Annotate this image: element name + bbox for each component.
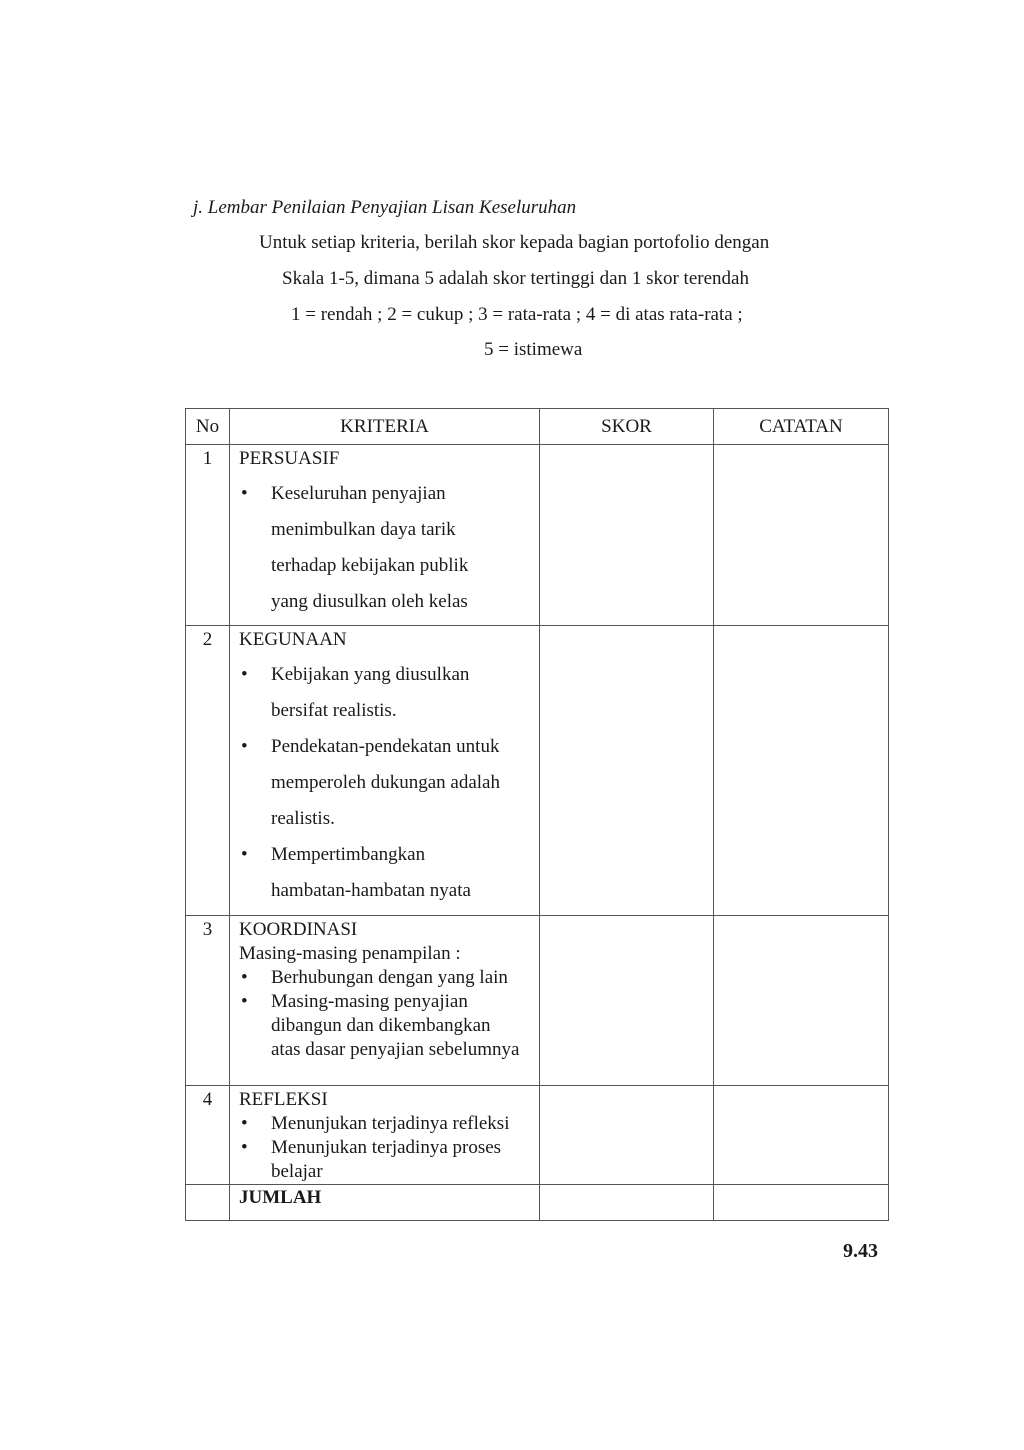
criteria-bullet bbox=[239, 476, 501, 620]
row-number-cell bbox=[186, 626, 230, 916]
bullet-text: Keseluruhan penyajian menimbulkan daya tarik terhadap kebijakan publik yang diusulkan oleh kelas bbox=[271, 483, 469, 612]
bullet-text: Pendekatan-pendekatan untuk memperoleh dukungan adalah realistis. bbox=[271, 736, 500, 829]
total-row bbox=[186, 1185, 889, 1221]
total-notes-cell[interactable] bbox=[714, 1185, 889, 1221]
bullet-icon: • bbox=[241, 1113, 248, 1134]
row-number: 3 bbox=[202, 919, 213, 940]
total-number-cell bbox=[186, 1185, 230, 1221]
bullet-icon: • bbox=[241, 483, 248, 504]
criteria-title: KOORDINASI bbox=[239, 919, 358, 940]
page-number: 9.43 bbox=[843, 1240, 878, 1262]
criteria-title: REFLEKSI bbox=[239, 1089, 328, 1110]
row-number-cell bbox=[186, 1086, 230, 1185]
criteria-cell bbox=[230, 445, 540, 626]
bullet-icon: • bbox=[241, 967, 248, 988]
total-label-cell bbox=[230, 1185, 540, 1221]
table-header-row bbox=[186, 409, 889, 445]
table-row bbox=[186, 445, 889, 626]
notes-cell[interactable] bbox=[714, 916, 889, 1086]
criteria-cell bbox=[230, 916, 540, 1086]
assessment-table bbox=[185, 408, 889, 1221]
intro-line-3: 1 = rendah ; 2 = cukup ; 3 = rata-rata ; 4 = di atas rata-rata ; bbox=[291, 304, 743, 325]
header-kriteria: KRITERIA bbox=[230, 409, 540, 445]
notes-cell[interactable] bbox=[714, 626, 889, 916]
criteria-cell bbox=[230, 1086, 540, 1185]
row-number: 2 bbox=[202, 629, 213, 650]
criteria-cell bbox=[230, 626, 540, 916]
intro-line-1: Untuk setiap kriteria, berilah skor kepada bagian portofolio dengan bbox=[259, 232, 770, 253]
score-cell[interactable] bbox=[540, 445, 714, 626]
bullet-icon: • bbox=[241, 736, 248, 757]
intro-line-4: 5 = istimewa bbox=[484, 339, 583, 360]
notes-cell[interactable] bbox=[714, 1086, 889, 1185]
total-label: JUMLAH bbox=[239, 1187, 322, 1208]
bullet-text: Mempertimbangkan hambatan-hambatan nyata bbox=[271, 844, 471, 901]
intro-line-2: Skala 1-5, dimana 5 adalah skor tertinggi dan 1 skor terendah bbox=[282, 268, 749, 289]
table-row bbox=[186, 626, 889, 916]
row-number: 1 bbox=[202, 448, 213, 469]
bullet-text: Masing-masing penyajian dibangun dan dikembangkan atas dasar penyajian sebelumnya bbox=[271, 991, 520, 1060]
bullet-text: Menunjukan terjadinya refleksi bbox=[271, 1113, 510, 1134]
total-score-cell[interactable] bbox=[540, 1185, 714, 1221]
criteria-bullet bbox=[239, 1112, 535, 1136]
bullet-icon: • bbox=[241, 991, 248, 1012]
criteria-bullet bbox=[239, 966, 535, 990]
row-number: 4 bbox=[202, 1089, 213, 1110]
criteria-bullet bbox=[239, 1136, 533, 1184]
bullet-icon: • bbox=[241, 664, 248, 685]
header-no: No bbox=[186, 409, 230, 445]
table-row bbox=[186, 1086, 889, 1185]
header-skor: SKOR bbox=[540, 409, 714, 445]
header-catatan: CATATAN bbox=[714, 409, 889, 445]
criteria-bullet bbox=[239, 729, 533, 837]
row-number-cell bbox=[186, 445, 230, 626]
bullet-text: Menunjukan terjadinya proses belajar bbox=[271, 1137, 502, 1182]
bullet-icon: • bbox=[241, 844, 248, 865]
criteria-bullet bbox=[239, 657, 501, 729]
score-cell[interactable] bbox=[540, 1086, 714, 1185]
criteria-title: KEGUNAAN bbox=[239, 629, 347, 650]
bullet-icon: • bbox=[241, 1137, 248, 1158]
score-cell[interactable] bbox=[540, 626, 714, 916]
row-number-cell bbox=[186, 916, 230, 1086]
notes-cell[interactable] bbox=[714, 445, 889, 626]
table-row bbox=[186, 916, 889, 1086]
criteria-bullet bbox=[239, 837, 501, 909]
bullet-text: Berhubungan dengan yang lain bbox=[271, 967, 508, 988]
section-heading: j. Lembar Penilaian Penyajian Lisan Keseluruhan bbox=[193, 197, 577, 218]
score-cell[interactable] bbox=[540, 916, 714, 1086]
criteria-bullet bbox=[239, 990, 521, 1062]
criteria-title: PERSUASIF bbox=[239, 448, 340, 469]
bullet-text: Kebijakan yang diusulkan bersifat realistis. bbox=[271, 664, 470, 721]
criteria-subtitle: Masing-masing penampilan : bbox=[239, 943, 461, 964]
